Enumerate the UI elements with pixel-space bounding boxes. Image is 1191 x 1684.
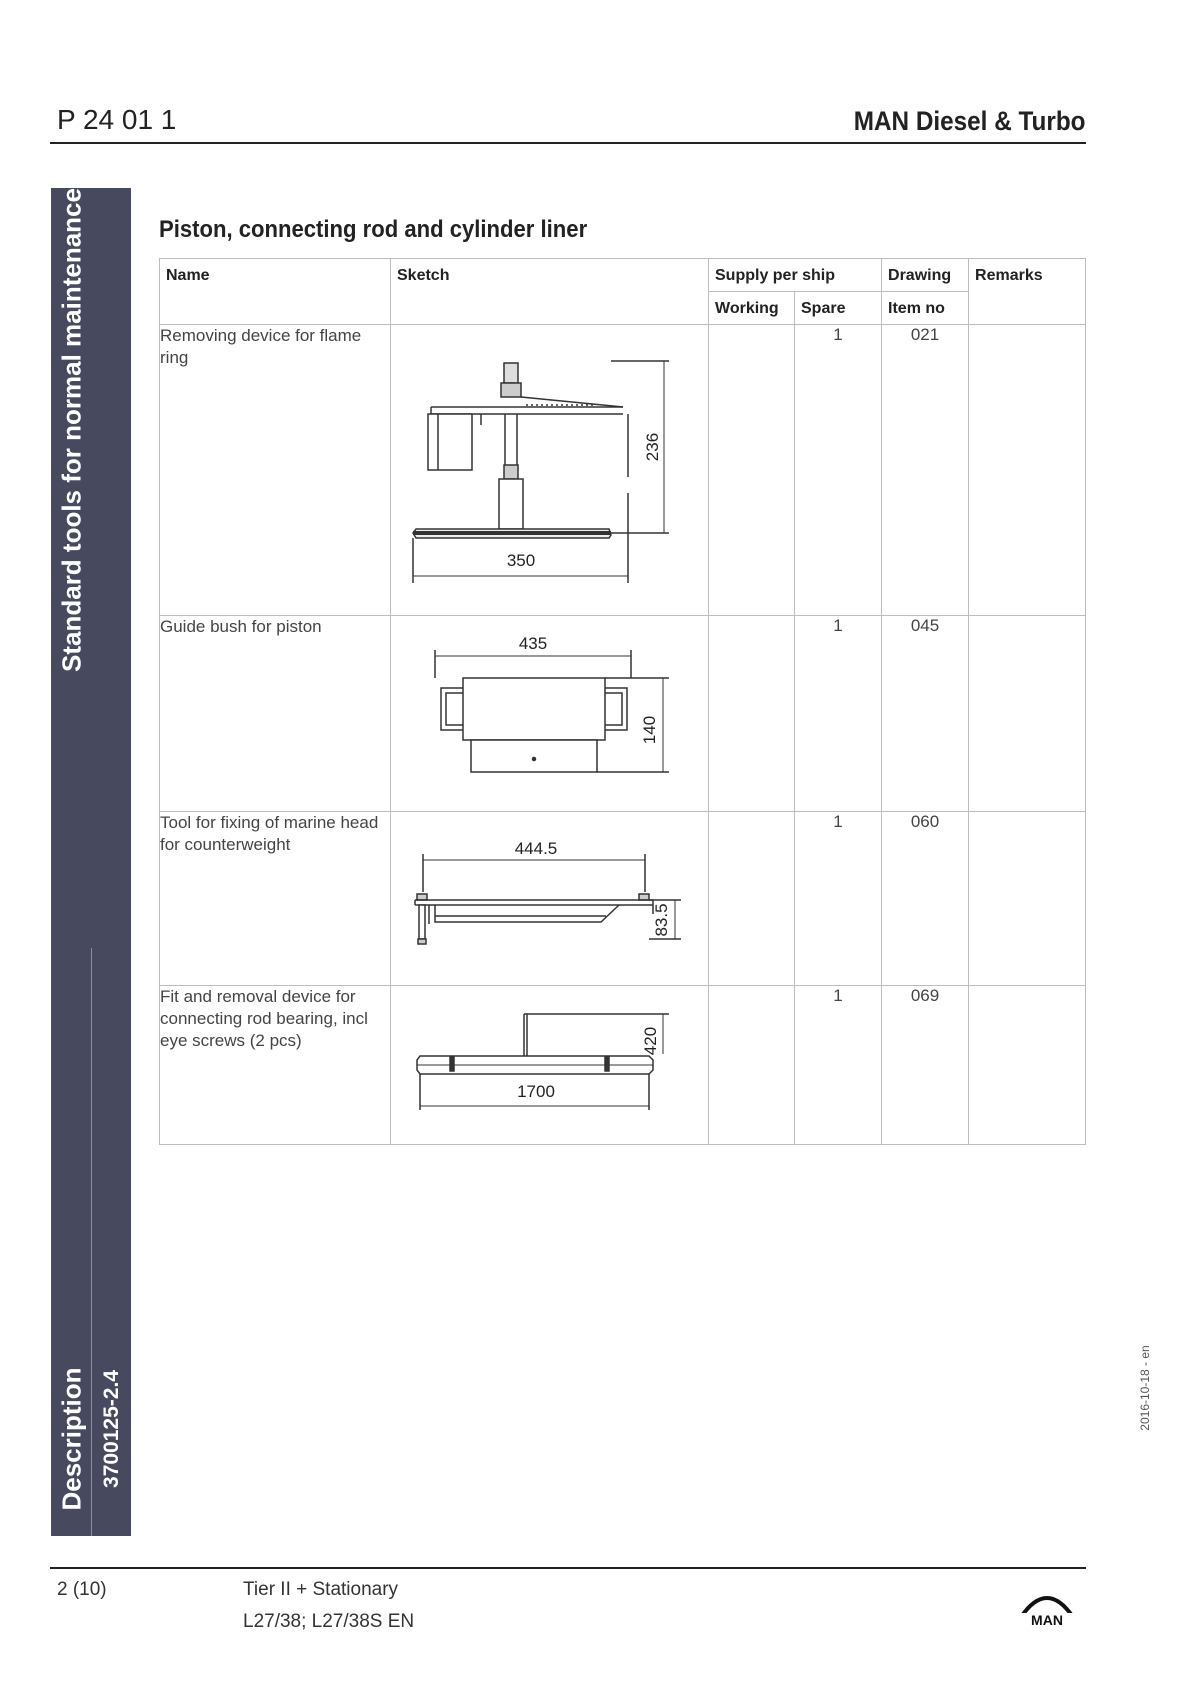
spare-qty: 1 [795, 616, 882, 812]
header-name: Name [160, 259, 391, 325]
header-spare: Spare [795, 292, 882, 325]
header-supply: Supply per ship [709, 259, 882, 292]
tool-name: Tool for fixing of marine head for counterweight [160, 812, 391, 986]
header-item-no: Item no [882, 292, 969, 325]
footer-rule [50, 1567, 1086, 1569]
spare-qty: 1 [795, 812, 882, 986]
remarks [969, 812, 1086, 986]
section-title: Piston, connecting rod and cylinder liner [159, 216, 588, 243]
item-number: 045 [882, 616, 969, 812]
table-row [160, 325, 1086, 616]
item-number: 069 [882, 986, 969, 1145]
tool-name: Guide bush for piston [160, 616, 391, 812]
dim-height: 140 [640, 715, 659, 745]
sidebar-title: Standard tools for normal maintenance [56, 188, 87, 672]
flame-ring-remover-sketch [391, 325, 709, 615]
header-sketch: Sketch [391, 259, 709, 325]
table-row [160, 616, 1086, 812]
sidebar-divider [91, 948, 92, 1536]
dim-height: 236 [643, 432, 662, 462]
revision-date: 2016-10-18 - en [1138, 1345, 1152, 1431]
sketch-cell [391, 325, 709, 616]
brand-name: MAN Diesel & Turbo [854, 106, 1086, 136]
man-logo [1015, 1587, 1079, 1629]
item-number: 021 [882, 325, 969, 616]
tool-name: Fit and removal device for connecting rod bearing, incl eye screws (2 pcs) [160, 986, 391, 1145]
tool-name: Removing device for flame ring [160, 325, 391, 616]
sketch-cell [391, 986, 709, 1145]
footer-line-2: L27/38; L27/38S EN [243, 1611, 415, 1632]
header-remarks: Remarks [969, 259, 1086, 325]
working-qty [709, 812, 795, 986]
logo-text: MAN [1031, 1612, 1063, 1628]
remarks [969, 616, 1086, 812]
spare-qty: 1 [795, 325, 882, 616]
dim-width: 444.5 [514, 839, 558, 858]
table-row [160, 986, 1086, 1145]
remarks [969, 325, 1086, 616]
dim-height: 83.5 [652, 903, 671, 937]
guide-bush-sketch [391, 616, 709, 811]
working-qty [709, 986, 795, 1145]
dim-height: 420 [641, 1026, 660, 1056]
spare-qty: 1 [795, 986, 882, 1145]
header-rule [50, 142, 1086, 144]
sketch-cell [391, 812, 709, 986]
document-code: P 24 01 1 [57, 104, 177, 135]
remarks [969, 986, 1086, 1145]
sketch-cell [391, 616, 709, 812]
bearing-fit-device-sketch [391, 986, 709, 1144]
dim-width: 1700 [517, 1082, 555, 1101]
page-number: 2 (10) [57, 1579, 107, 1600]
working-qty [709, 616, 795, 812]
tools-table [159, 258, 1086, 1145]
marine-head-tool-sketch [391, 812, 709, 985]
dim-width: 435 [518, 634, 548, 653]
footer-line-1: Tier II + Stationary [243, 1579, 399, 1600]
dim-width: 350 [506, 551, 536, 570]
sidebar-doc-number: 3700125-2.4 [100, 1370, 123, 1488]
header-working: Working [709, 292, 795, 325]
sidebar-section: Description [56, 1367, 87, 1511]
table-row [160, 812, 1086, 986]
item-number: 060 [882, 812, 969, 986]
working-qty [709, 325, 795, 616]
header-drawing: Drawing [882, 259, 969, 292]
